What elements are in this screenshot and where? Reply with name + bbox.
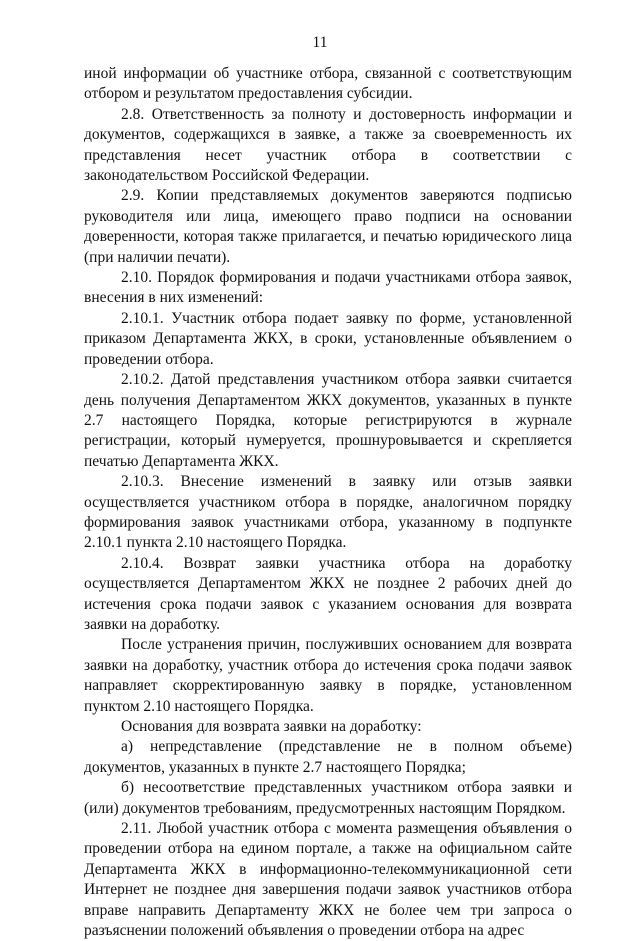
paragraph-after-correction: После устранения причин, послуживших основанием для возврата заявки на доработку, участник отбора до истечения срока подачи заявок направляет скорректированную заявку в порядке, установленном пунктом 2.10 настоящего Порядка. — [84, 636, 572, 715]
paragraph-continuation: иной информации об участнике отбора, связанной с соответствующим отбором и результатом предоставления субсидии. — [84, 65, 572, 103]
paragraph-2-9: 2.9. Копии представляемых документов заверяются подписью руководителя или лица, имеющего право подписи на основании доверенности, которая также прилагается, и печатью юридического лица (при наличии печати). — [84, 187, 572, 266]
paragraph-ground-b: б) несоответствие представленных участником отбора заявки и (или) документов требованиям, предусмотренных настоящим Порядком. — [84, 779, 572, 817]
paragraph-2-8: 2.8. Ответственность за полноту и достоверность информации и документов, содержащихся в заявке, а также за своевременность их представления несет участник отбора в соответствии с законодательством Российской Федерации. — [84, 105, 572, 185]
paragraph-2-10-2: 2.10.2. Датой представления участником отбора заявки считается день получения Департаментом ЖКХ документов, указанных в пункте 2.7 настоящего Порядка, которые регистрируются в журнале регистрации, который нумеруется, прошнуровывается и скрепляется печатью Департамента ЖКХ. — [84, 371, 572, 470]
paragraph-2-10-4: 2.10.4. Возврат заявки участника отбора на доработку осуществляется Департаментом ЖКХ не позднее 2 рабочих дней до истечения срока подачи заявок с указанием основания для возврата заявки на доработку. — [84, 554, 572, 633]
paragraph-2-10-3: 2.10.3. Внесение изменений в заявку или отзыв заявки осуществляется участником отбора в порядке, аналогичном порядку формирования заявок участниками отбора, указанному в подпункте 2.10.1 пункта 2.10 настоящего Порядка. — [84, 473, 572, 552]
paragraph-2-11: 2.11. Любой участник отбора с момента размещения объявления о проведении отбора на едином портале, а также на официальном сайте Департамента ЖКХ в информационно-телекоммуникационной сети Интернет не позднее дня завершения подачи заявок участников отбора вправе направить Департаменту ЖКХ не более чем три запроса о разъяснении положений объявления о проведении отбора на адрес — [84, 820, 572, 940]
paragraph-2-10: 2.10. Порядок формирования и подачи участниками отбора заявок, внесения в них изменений: — [84, 269, 572, 307]
document-body — [84, 64, 572, 941]
page-number: 11 — [312, 34, 328, 51]
paragraph-2-10-1: 2.10.1. Участник отбора подает заявку по форме, установленной приказом Департамента ЖКХ, в сроки, установленные объявлением о проведении отбора. — [84, 309, 572, 368]
paragraph-return-grounds: Основания для возврата заявки на доработку: — [121, 718, 422, 735]
paragraph-ground-a: а) непредставление (представление не в полном объеме) документов, указанных в пункте 2.7 настоящего Порядка; — [84, 738, 572, 776]
